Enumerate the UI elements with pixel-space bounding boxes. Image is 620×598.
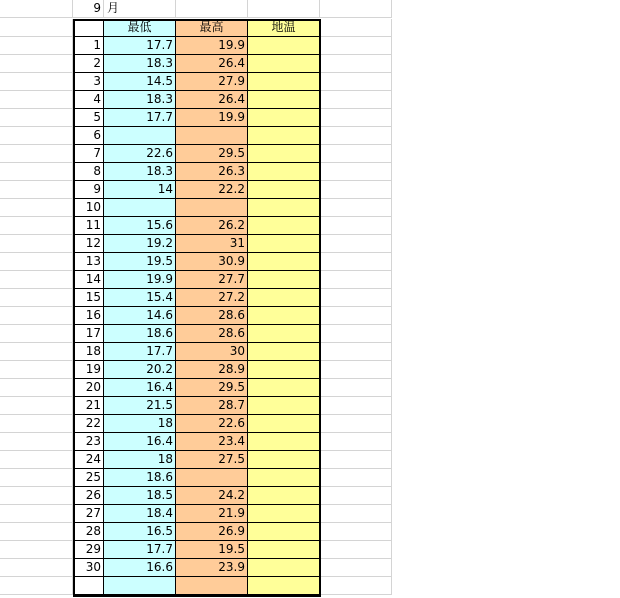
ground-temp-cell[interactable] (248, 469, 320, 487)
row-header-spacer[interactable] (0, 523, 73, 541)
ground-temp-cell[interactable] (248, 73, 320, 91)
ground-temp-cell[interactable] (248, 361, 320, 379)
day-cell[interactable]: 21 (73, 397, 104, 415)
cell-a1[interactable] (0, 0, 73, 18)
ground-temp-cell[interactable] (248, 181, 320, 199)
day-cell[interactable]: 20 (73, 379, 104, 397)
row-header-spacer[interactable] (0, 271, 73, 289)
high-temp-cell[interactable]: 26.9 (176, 523, 248, 541)
empty-cell[interactable] (320, 577, 392, 595)
low-temp-cell[interactable]: 16.6 (104, 559, 176, 577)
row-header-spacer[interactable] (0, 343, 73, 361)
high-temp-cell[interactable]: 19.9 (176, 109, 248, 127)
cell-e1[interactable] (248, 0, 320, 18)
ground-temp-cell[interactable] (248, 487, 320, 505)
day-cell[interactable]: 1 (73, 37, 104, 55)
low-temp-cell[interactable]: 17.7 (104, 37, 176, 55)
low-temp-cell[interactable]: 16.4 (104, 379, 176, 397)
ground-temp-cell[interactable] (248, 379, 320, 397)
row-header-spacer[interactable] (0, 199, 73, 217)
empty-cell[interactable] (320, 73, 392, 91)
ground-temp-cell[interactable] (248, 217, 320, 235)
high-temp-cell[interactable]: 28.6 (176, 307, 248, 325)
empty-cell[interactable] (320, 253, 392, 271)
day-cell[interactable]: 9 (73, 181, 104, 199)
ground-temp-cell[interactable] (248, 37, 320, 55)
low-temp-cell[interactable]: 17.7 (104, 343, 176, 361)
empty-cell[interactable] (320, 541, 392, 559)
ground-temp-cell[interactable] (248, 163, 320, 181)
row-header-spacer[interactable] (0, 451, 73, 469)
low-temp-cell[interactable]: 14 (104, 181, 176, 199)
ground-temp-cell[interactable] (248, 541, 320, 559)
ground-temp-cell[interactable] (248, 253, 320, 271)
low-temp-cell[interactable]: 22.6 (104, 145, 176, 163)
empty-cell[interactable] (320, 559, 392, 577)
empty-cell[interactable] (320, 487, 392, 505)
row-header-spacer[interactable] (0, 217, 73, 235)
low-temp-cell[interactable]: 21.5 (104, 397, 176, 415)
empty-cell[interactable] (320, 379, 392, 397)
row-header-spacer[interactable] (0, 541, 73, 559)
low-temp-cell[interactable]: 19.9 (104, 271, 176, 289)
day-cell[interactable]: 16 (73, 307, 104, 325)
empty-cell[interactable] (320, 343, 392, 361)
row-header-spacer[interactable] (0, 415, 73, 433)
day-cell[interactable]: 26 (73, 487, 104, 505)
row-header-spacer[interactable] (0, 559, 73, 577)
low-temp-cell[interactable]: 18.5 (104, 487, 176, 505)
ground-temp-cell[interactable] (248, 271, 320, 289)
high-temp-cell[interactable]: 21.9 (176, 505, 248, 523)
day-cell[interactable]: 25 (73, 469, 104, 487)
row-header-spacer[interactable] (0, 163, 73, 181)
low-temp-cell[interactable] (104, 127, 176, 145)
high-temp-cell[interactable] (176, 469, 248, 487)
high-temp-cell[interactable]: 27.7 (176, 271, 248, 289)
ground-temp-cell[interactable] (248, 415, 320, 433)
empty-cell[interactable] (320, 469, 392, 487)
ground-temp-cell[interactable] (248, 55, 320, 73)
high-temp-cell[interactable]: 26.2 (176, 217, 248, 235)
low-temp-cell[interactable]: 18 (104, 451, 176, 469)
low-temp-cell[interactable]: 15.4 (104, 289, 176, 307)
low-temp-cell[interactable]: 18.4 (104, 505, 176, 523)
low-temp-cell[interactable]: 18.3 (104, 91, 176, 109)
low-temp-cell[interactable]: 16.4 (104, 433, 176, 451)
day-header-cell[interactable] (73, 19, 104, 37)
high-temp-cell[interactable]: 24.2 (176, 487, 248, 505)
cell-f1[interactable] (320, 0, 392, 18)
high-temp-cell[interactable]: 27.5 (176, 451, 248, 469)
ground-temp-cell[interactable] (248, 145, 320, 163)
day-cell[interactable]: 2 (73, 55, 104, 73)
ground-temp-cell[interactable] (248, 343, 320, 361)
month-number-cell[interactable]: 9 (73, 0, 104, 18)
day-cell[interactable]: 11 (73, 217, 104, 235)
low-temp-header[interactable]: 最低 (104, 19, 176, 37)
ground-temp-cell[interactable] (248, 397, 320, 415)
row-header-spacer[interactable] (0, 397, 73, 415)
ground-temp-cell[interactable] (248, 523, 320, 541)
row-header-spacer[interactable] (0, 235, 73, 253)
row-header-spacer[interactable] (0, 307, 73, 325)
empty-cell[interactable] (320, 127, 392, 145)
day-cell[interactable]: 30 (73, 559, 104, 577)
row-header-spacer[interactable] (0, 55, 73, 73)
day-cell[interactable]: 5 (73, 109, 104, 127)
ground-temp-header[interactable]: 地温 (248, 19, 320, 37)
empty-cell[interactable] (320, 199, 392, 217)
ground-temp-cell[interactable] (248, 559, 320, 577)
ground-temp-cell[interactable] (248, 109, 320, 127)
high-temp-cell[interactable]: 30 (176, 343, 248, 361)
empty-cell[interactable] (320, 271, 392, 289)
high-temp-cell[interactable]: 26.3 (176, 163, 248, 181)
day-cell[interactable]: 17 (73, 325, 104, 343)
day-cell[interactable]: 3 (73, 73, 104, 91)
row-header-spacer[interactable] (0, 253, 73, 271)
low-temp-cell[interactable]: 18.3 (104, 163, 176, 181)
row-header-spacer[interactable] (0, 577, 73, 595)
row-header-spacer[interactable] (0, 37, 73, 55)
high-temp-cell[interactable]: 29.5 (176, 145, 248, 163)
empty-cell[interactable] (320, 109, 392, 127)
empty-cell[interactable] (320, 217, 392, 235)
high-temp-cell[interactable]: 26.4 (176, 91, 248, 109)
day-cell[interactable]: 10 (73, 199, 104, 217)
low-temp-cell[interactable]: 19.2 (104, 235, 176, 253)
low-temp-cell[interactable]: 18.6 (104, 325, 176, 343)
empty-cell[interactable] (320, 235, 392, 253)
empty-cell[interactable] (320, 451, 392, 469)
day-cell[interactable]: 12 (73, 235, 104, 253)
ground-temp-cell[interactable] (248, 433, 320, 451)
high-temp-cell[interactable]: 19.5 (176, 541, 248, 559)
ground-temp-cell[interactable] (248, 451, 320, 469)
high-temp-cell[interactable]: 22.2 (176, 181, 248, 199)
row-header-spacer[interactable] (0, 505, 73, 523)
low-temp-cell[interactable]: 20.2 (104, 361, 176, 379)
row-header-spacer[interactable] (0, 127, 73, 145)
ground-temp-cell[interactable] (248, 325, 320, 343)
day-cell[interactable] (73, 577, 104, 595)
ground-temp-cell[interactable] (248, 91, 320, 109)
row-header-spacer[interactable] (0, 325, 73, 343)
day-cell[interactable]: 23 (73, 433, 104, 451)
empty-cell[interactable] (320, 289, 392, 307)
empty-cell[interactable] (320, 163, 392, 181)
row-header-spacer[interactable] (0, 181, 73, 199)
ground-temp-cell[interactable] (248, 235, 320, 253)
day-cell[interactable]: 27 (73, 505, 104, 523)
day-cell[interactable]: 13 (73, 253, 104, 271)
row-header-spacer[interactable] (0, 145, 73, 163)
ground-temp-cell[interactable] (248, 505, 320, 523)
ground-temp-cell[interactable] (248, 577, 320, 595)
row-header-spacer[interactable] (0, 91, 73, 109)
row-header-spacer[interactable] (0, 469, 73, 487)
day-cell[interactable]: 14 (73, 271, 104, 289)
empty-cell[interactable] (320, 433, 392, 451)
low-temp-cell[interactable] (104, 199, 176, 217)
high-temp-cell[interactable]: 28.9 (176, 361, 248, 379)
cell-f2[interactable] (320, 19, 392, 37)
low-temp-cell[interactable] (104, 577, 176, 595)
low-temp-cell[interactable]: 17.7 (104, 541, 176, 559)
row-header-spacer[interactable] (0, 487, 73, 505)
ground-temp-cell[interactable] (248, 127, 320, 145)
cell-d1[interactable] (176, 0, 248, 18)
row-header-spacer[interactable] (0, 379, 73, 397)
low-temp-cell[interactable]: 16.5 (104, 523, 176, 541)
ground-temp-cell[interactable] (248, 289, 320, 307)
low-temp-cell[interactable]: 18.3 (104, 55, 176, 73)
high-temp-cell[interactable]: 27.9 (176, 73, 248, 91)
high-temp-cell[interactable]: 23.4 (176, 433, 248, 451)
day-cell[interactable]: 19 (73, 361, 104, 379)
empty-cell[interactable] (320, 145, 392, 163)
day-cell[interactable]: 15 (73, 289, 104, 307)
day-cell[interactable]: 7 (73, 145, 104, 163)
row-header-spacer[interactable] (0, 433, 73, 451)
day-cell[interactable]: 18 (73, 343, 104, 361)
high-temp-cell[interactable]: 22.6 (176, 415, 248, 433)
day-cell[interactable]: 22 (73, 415, 104, 433)
row-header-spacer[interactable] (0, 73, 73, 91)
high-temp-cell[interactable]: 28.7 (176, 397, 248, 415)
ground-temp-cell[interactable] (248, 307, 320, 325)
day-cell[interactable]: 24 (73, 451, 104, 469)
low-temp-cell[interactable]: 15.6 (104, 217, 176, 235)
empty-cell[interactable] (320, 91, 392, 109)
high-temp-cell[interactable]: 31 (176, 235, 248, 253)
row-header-spacer[interactable] (0, 361, 73, 379)
empty-cell[interactable] (320, 325, 392, 343)
empty-cell[interactable] (320, 415, 392, 433)
low-temp-cell[interactable]: 18.6 (104, 469, 176, 487)
empty-cell[interactable] (320, 505, 392, 523)
empty-cell[interactable] (320, 523, 392, 541)
day-cell[interactable]: 4 (73, 91, 104, 109)
high-temp-cell[interactable]: 28.6 (176, 325, 248, 343)
high-temp-cell[interactable] (176, 127, 248, 145)
row-header-spacer[interactable] (0, 289, 73, 307)
empty-cell[interactable] (320, 307, 392, 325)
empty-cell[interactable] (320, 55, 392, 73)
low-temp-cell[interactable]: 18 (104, 415, 176, 433)
month-label-cell[interactable]: 月 (104, 0, 176, 18)
low-temp-cell[interactable]: 17.7 (104, 109, 176, 127)
row-header-spacer[interactable] (0, 109, 73, 127)
high-temp-cell[interactable]: 23.9 (176, 559, 248, 577)
low-temp-cell[interactable]: 14.5 (104, 73, 176, 91)
high-temp-cell[interactable]: 27.2 (176, 289, 248, 307)
high-temp-cell[interactable] (176, 199, 248, 217)
high-temp-cell[interactable]: 26.4 (176, 55, 248, 73)
empty-cell[interactable] (320, 397, 392, 415)
empty-cell[interactable] (320, 361, 392, 379)
high-temp-cell[interactable]: 29.5 (176, 379, 248, 397)
empty-cell[interactable] (320, 181, 392, 199)
high-temp-cell[interactable]: 30.9 (176, 253, 248, 271)
cell-a2[interactable] (0, 19, 73, 37)
high-temp-cell[interactable]: 19.9 (176, 37, 248, 55)
low-temp-cell[interactable]: 14.6 (104, 307, 176, 325)
ground-temp-cell[interactable] (248, 199, 320, 217)
day-cell[interactable]: 6 (73, 127, 104, 145)
day-cell[interactable]: 29 (73, 541, 104, 559)
low-temp-cell[interactable]: 19.5 (104, 253, 176, 271)
high-temp-header[interactable]: 最高 (176, 19, 248, 37)
high-temp-cell[interactable] (176, 577, 248, 595)
day-cell[interactable]: 8 (73, 163, 104, 181)
empty-cell[interactable] (320, 37, 392, 55)
day-cell[interactable]: 28 (73, 523, 104, 541)
